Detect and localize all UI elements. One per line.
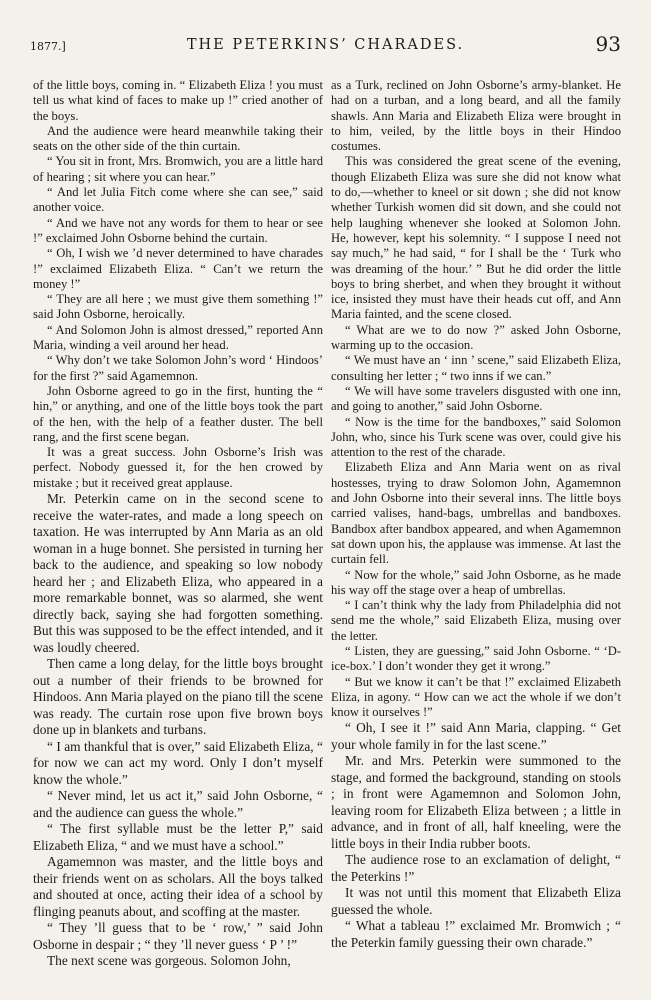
paragraph: It was a great success. John Osborne’s Irish was perfect. Nobody guessed it, for the hen crowed by mistake ; but it received great applause. xyxy=(33,445,323,490)
paragraph: “ The first syllable must be the letter P,” said Elizabeth Eliza, “ and we must have a school.” xyxy=(33,821,323,853)
paragraph: “ What a tableau !” exclaimed Mr. Bromwich ; “ the Peterkin family guessing their own charade.” xyxy=(331,918,621,950)
right-column xyxy=(331,78,621,951)
left-column xyxy=(33,78,323,970)
paragraph: “ Why don’t we take Solomon John’s word ‘ Hindoos’ for the first ?” said Agamemnon. xyxy=(33,353,323,383)
paragraph: John Osborne agreed to go in the first, hunting the “ hin,” or anything, and one of the little boys took the part of the hen, with the help of a feather duster. The bell rang, and the first scene began. xyxy=(33,383,323,444)
paragraph: “ Now for the whole,” said John Osborne, as he made his way off the stage over a heap of umbrellas. xyxy=(331,567,621,597)
paragraph: The audience rose to an exclamation of delight, “ the Peterkins !” xyxy=(331,852,621,884)
paragraph: Agamemnon was master, and the little boys and their friends went on as scholars. All the boys talked and shouted at once, acting their idea of a school by flinging peanuts about, and scoffing at the master. xyxy=(33,854,323,919)
paragraph: “ And Solomon John is almost dressed,” reported Ann Maria, winding a veil around her head. xyxy=(33,322,323,353)
page-number: 93 xyxy=(595,32,621,56)
running-header xyxy=(30,32,621,60)
paragraph: “ What are we to do now ?” asked John Osborne, warming up to the occasion. xyxy=(331,322,621,353)
paragraph: It was not until this moment that Elizabeth Eliza guessed the whole. xyxy=(331,885,621,917)
paragraph: Mr. and Mrs. Peterkin were summoned to the stage, and formed the background, standing on stools ; in front were Agamemnon and Solomon John, leaving room for Elizabeth Eliza between ; a little in advance, and in front of all, half kneeling, were the little boys in their India rubber boots. xyxy=(331,753,621,851)
paragraph: This was considered the great scene of the evening, though Elizabeth Eliza was sure she did not know what to do,—whether to kneel or sit down ; she did not know whether Turkish women did sit down, and she could not help laughing whenever she looked at Solomon John. He, however, kept his solemnity. “ I suppose I need not say much,” he had said, “ for I shall be the ‘ Turk who was dreaming of the hour.’ ” But he did order the little boys to bring sherbet, and when they brought it without ice, insisted they must have their heads cut off, and Ann Maria fainted, and the scene closed. xyxy=(331,154,621,322)
paragraph: “ I can’t think why the lady from Philadelphia did not send me the whole,” said Elizabeth Eliza, musing over the letter. xyxy=(331,598,621,643)
paragraph: “ Oh, I see it !” said Ann Maria, clapping. “ Get your whole family in for the last scene.” xyxy=(331,720,621,752)
paragraph: “ They ’ll guess that to be ‘ row,’ ” said John Osborne in despair ; “ they ’ll never guess ‘ P ’ !” xyxy=(33,920,323,952)
paragraph: “ Listen, they are guessing,” said John Osborne. “ ‘D-ice-box.’ I don’t wonder they get it wrong.” xyxy=(331,643,621,674)
paragraph: Then came a long delay, for the little boys brought out a number of their friends to be browned for Hindoos. Ann Maria played on the piano till the scene was ready. The curtain rose upon five brown boys done up in blankets and turbans. xyxy=(33,656,323,738)
header-year: 1877.] xyxy=(30,40,66,53)
paragraph: “ They are all here ; we must give them something !” said John Osborne, heroically. xyxy=(33,292,323,322)
paragraph: Mr. Peterkin came on in the second scene to receive the water-rates, and made a long speech on taxation. He was interrupted by Ann Maria as an old woman in a huge bonnet. She persisted in turning her back to the audience, and speaking so low nobody heard her ; and Elizabeth Eliza, who appeared in a more remarkable bonnet, was so alarmed, she went directly back, saying she had forgotten something. But this was supposed to be the effect intended, and it was loudly cheered. xyxy=(33,491,323,655)
paragraph: of the little boys, coming in. “ Elizabeth Eliza ! you must tell us what kind of faces to make up !” cried another of the boys. xyxy=(33,78,323,123)
paragraph: “ We must have an ‘ inn ’ scene,” said Elizabeth Eliza, consulting her letter ; “ two inns if we can.” xyxy=(331,353,621,383)
paragraph: “ I am thankful that is over,” said Elizabeth Eliza, “ for now we can act my word. Only I don’t myself know the whole.” xyxy=(33,738,323,787)
paragraph: “ Now is the time for the bandboxes,” said Solomon John, who, since his Turk scene was over, could give his attention to the rest of the charade. xyxy=(331,414,621,460)
paragraph: And the audience were heard meanwhile taking their seats on the other side of the thin curtain. xyxy=(33,123,323,154)
paragraph: The next scene was gorgeous. Solomon John, xyxy=(47,953,291,969)
paragraph: “ And let Julia Fitch come where she can see,” said another voice. xyxy=(33,185,323,215)
paragraph: “ You sit in front, Mrs. Bromwich, you are a little hard of hearing ; sit where you can hear.” xyxy=(33,154,323,184)
paragraph: “ But we know it can’t be that !” exclaimed Elizabeth Eliza, in agony. “ How can we act the whole if we don’t know it ourselves !” xyxy=(331,674,621,720)
header-title: THE PETERKINS’ CHARADES. xyxy=(186,37,465,53)
paragraph: Elizabeth Eliza and Ann Maria went on as rival hostesses, trying to draw Solomon John, Agamemnon and John Osborne into their several inns. The little boys carried valises, hand-bags, umbrellas and bandboxes. Bandbox after bandbox appeared, and when Agamemnon sat down upon his, the applause was immense. At last the curtain fell. xyxy=(331,460,621,567)
paragraph: “ And we have not any words for them to hear or see !” exclaimed John Osborne behind the curtain. xyxy=(33,215,323,245)
paragraph: as a Turk, reclined on John Osborne’s army-blanket. He had on a turban, and a long beard, and all the family shawls. Ann Maria and Elizabeth Eliza were brought in to him, veiled, by the little boys in their Hindoo costumes. xyxy=(331,78,621,154)
paragraph: “ We will have some travelers disgusted with one inn, and going to another,” said John Osborne. xyxy=(331,383,621,414)
paragraph: “ Never mind, let us act it,” said John Osborne, “ and the audience can guess the whole.” xyxy=(33,788,323,820)
paragraph: “ Oh, I wish we ’d never determined to have charades !” exclaimed Elizabeth Eliza. “ Can’t we return the money !” xyxy=(33,246,323,291)
